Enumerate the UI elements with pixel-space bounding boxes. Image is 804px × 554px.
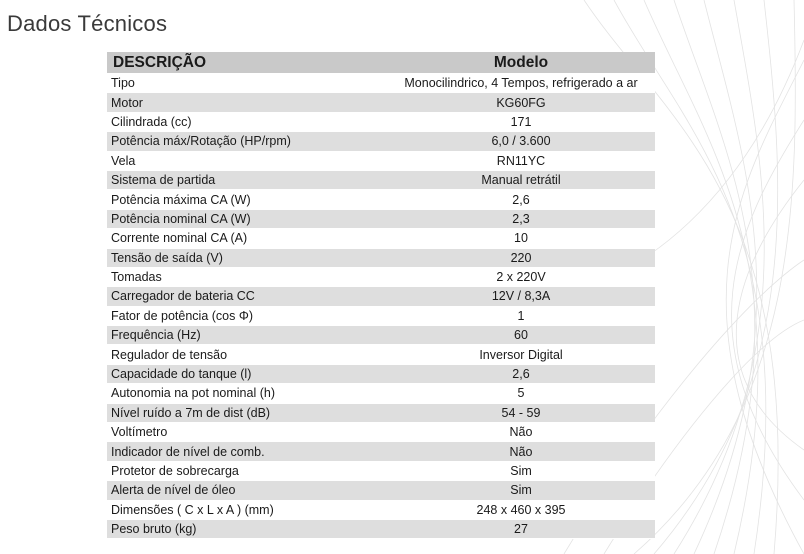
row-value: 2,3: [387, 209, 655, 228]
table-row: [107, 93, 655, 112]
row-value: 248 x 460 x 395: [387, 500, 655, 519]
row-value: 2 x 220V: [387, 267, 655, 286]
table-row: [107, 461, 655, 480]
row-value: 1: [387, 306, 655, 325]
row-label: Voltímetro: [107, 423, 387, 442]
row-label: Potência máxima CA (W): [107, 190, 387, 209]
row-label: Vela: [107, 151, 387, 170]
row-value: 220: [387, 248, 655, 267]
row-value: 171: [387, 112, 655, 131]
table-body: [107, 74, 655, 539]
row-value: 2,6: [387, 364, 655, 383]
table-row: [107, 423, 655, 442]
row-label: Indicador de nível de comb.: [107, 442, 387, 461]
row-label: Dimensões ( C x L x A ) (mm): [107, 500, 387, 519]
row-label: Sistema de partida: [107, 170, 387, 189]
row-label: Regulador de tensão: [107, 345, 387, 364]
row-label: Fator de potência (cos Φ): [107, 306, 387, 325]
row-label: Capacidade do tanque (l): [107, 364, 387, 383]
row-label: Potência nominal CA (W): [107, 209, 387, 228]
table-row: [107, 112, 655, 131]
table-row: [107, 190, 655, 209]
row-label: Tensão de saída (V): [107, 248, 387, 267]
table-header-row: [107, 52, 655, 74]
row-value: Sim: [387, 461, 655, 480]
row-label: Autonomia na pot nominal (h): [107, 384, 387, 403]
table-row: [107, 481, 655, 500]
row-value: Não: [387, 423, 655, 442]
row-label: Carregador de bateria CC: [107, 287, 387, 306]
table-row: [107, 170, 655, 189]
header-model: Modelo: [387, 52, 655, 74]
row-value: Sim: [387, 481, 655, 500]
table-row: [107, 326, 655, 345]
row-value: Inversor Digital: [387, 345, 655, 364]
table-row: [107, 364, 655, 383]
row-value: 6,0 / 3.600: [387, 132, 655, 151]
table-row: [107, 209, 655, 228]
table-row: [107, 248, 655, 267]
table-row: [107, 500, 655, 519]
row-label: Peso bruto (kg): [107, 519, 387, 538]
row-label: Frequência (Hz): [107, 326, 387, 345]
row-label: Protetor de sobrecarga: [107, 461, 387, 480]
row-value: 2,6: [387, 190, 655, 209]
row-label: Potência máx/Rotação (HP/rpm): [107, 132, 387, 151]
header-description: DESCRIÇÃO: [107, 52, 387, 74]
table-row: [107, 132, 655, 151]
row-label: Motor: [107, 93, 387, 112]
row-label: Nível ruído a 7m de dist (dB): [107, 403, 387, 422]
table-row: [107, 229, 655, 248]
table-row: [107, 519, 655, 538]
table-row: [107, 403, 655, 422]
row-value: 60: [387, 326, 655, 345]
row-value: Monocilindrico, 4 Tempos, refrigerado a ar: [387, 74, 655, 93]
page-title: Dados Técnicos: [7, 11, 168, 36]
row-value: 54 - 59: [387, 403, 655, 422]
row-label: Tomadas: [107, 267, 387, 286]
row-label: Corrente nominal CA (A): [107, 229, 387, 248]
row-value: 5: [387, 384, 655, 403]
table-row: [107, 287, 655, 306]
row-value: RN11YC: [387, 151, 655, 170]
table-row: [107, 74, 655, 93]
table-row: [107, 267, 655, 286]
row-value: KG60FG: [387, 93, 655, 112]
row-value: Manual retrátil: [387, 170, 655, 189]
table-row: [107, 151, 655, 170]
table-row: [107, 345, 655, 364]
row-value: Não: [387, 442, 655, 461]
row-label: Tipo: [107, 74, 387, 93]
row-value: 10: [387, 229, 655, 248]
specifications-table: [107, 52, 655, 539]
table-row: [107, 384, 655, 403]
row-label: Alerta de nível de óleo: [107, 481, 387, 500]
table-row: [107, 442, 655, 461]
table-row: [107, 306, 655, 325]
row-label: Cilindrada (cc): [107, 112, 387, 131]
row-value: 27: [387, 519, 655, 538]
row-value: 12V / 8,3A: [387, 287, 655, 306]
